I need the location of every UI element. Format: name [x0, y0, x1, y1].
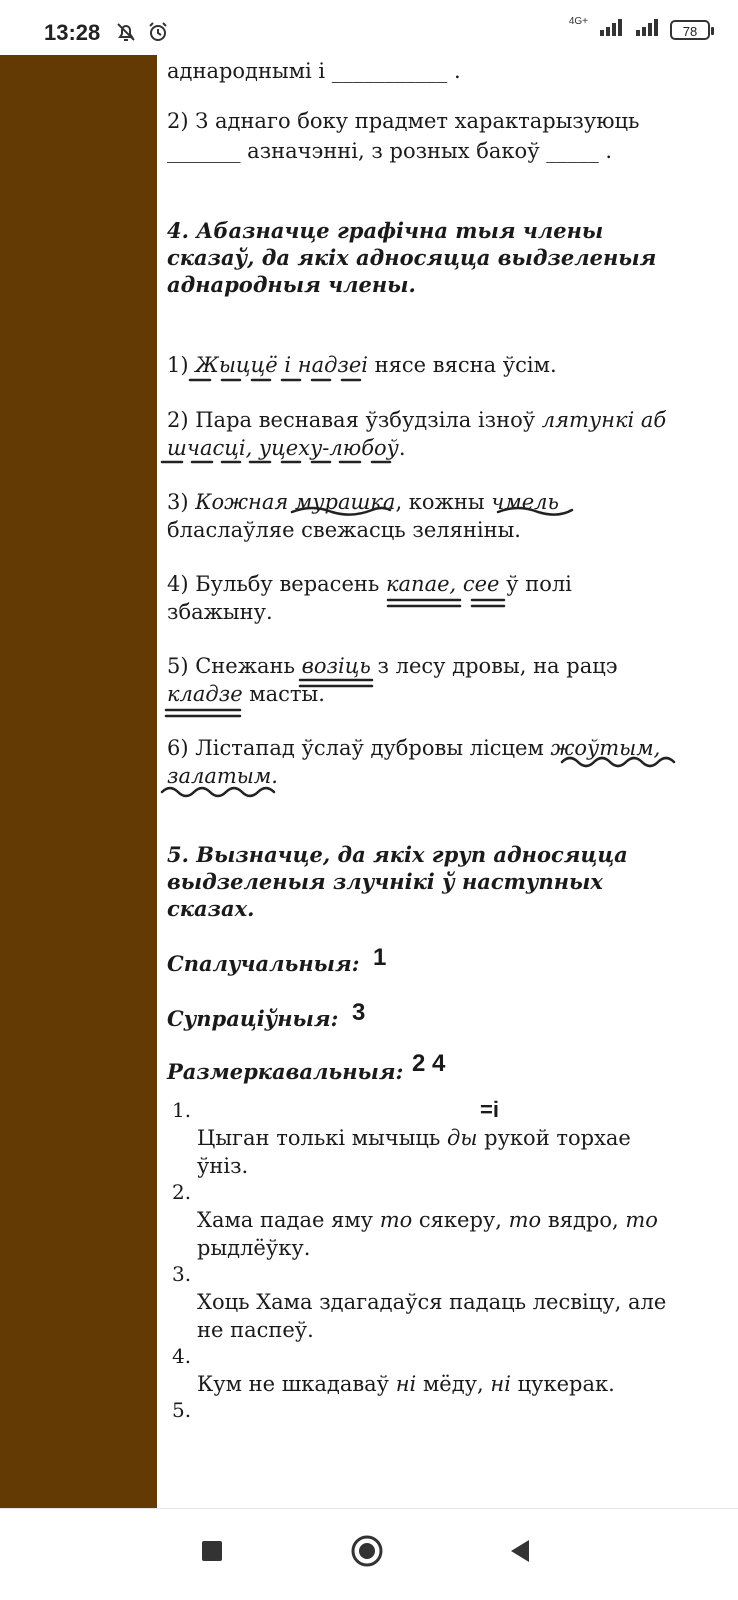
- sentence-number: 3): [167, 490, 196, 514]
- sentence-text: , кожны: [395, 490, 492, 514]
- sentence-3-line-1: [167, 488, 697, 516]
- recent-apps-button[interactable]: [190, 1529, 234, 1573]
- list-text: Цыган толькі мычыць: [197, 1126, 448, 1150]
- sentence-2-line-2: [167, 434, 697, 462]
- list-number: 5.: [172, 1398, 192, 1422]
- brown-sidebar: [0, 55, 157, 1508]
- sentence-text: 2) Пара веснавая ўзбудзіла ізноў: [167, 408, 542, 432]
- list-item: [197, 1206, 697, 1234]
- group-1-label: Спалучальныя:: [167, 951, 360, 976]
- back-triangle-icon: [507, 1538, 533, 1564]
- square-icon: [200, 1539, 224, 1563]
- list-number: 1.: [172, 1098, 192, 1122]
- sentence-5-line-1: [167, 652, 697, 680]
- highlighted-words: шчасці, уцеху-любоў: [167, 436, 399, 460]
- highlighted-words: Кожная мурашка: [195, 490, 396, 514]
- navigation-bar: [0, 1508, 738, 1600]
- status-bar: [0, 0, 738, 58]
- highlighted-words: Жыццё і надзеі: [195, 353, 368, 377]
- handwritten-note: =і: [480, 1097, 499, 1122]
- list-text: рукой торхае: [477, 1126, 631, 1150]
- list-item-line-2: не паспеў.: [197, 1318, 314, 1342]
- task-5-title-line-2: выдзеленыя злучнікі ў наступных: [167, 869, 603, 894]
- list-text: цукерак.: [510, 1372, 615, 1396]
- highlighted-words: залатым.: [167, 764, 278, 788]
- sentence-4-line-2: збажыну.: [167, 600, 273, 624]
- highlighted-words: жоўтым,: [550, 736, 661, 760]
- highlighted-words: чмель: [491, 490, 559, 514]
- conjunction: ды: [447, 1126, 478, 1150]
- sentence-4-line-1: [167, 570, 697, 598]
- sentence-text: 6) Лістапад ўслаў дубровы лісцем: [167, 736, 551, 760]
- home-circle-icon: [350, 1534, 384, 1568]
- sentence-3-line-2: бласлаўляе свежасць зеляніны.: [167, 518, 521, 542]
- list-text: Кум не шкадаваў: [197, 1372, 396, 1396]
- wifi-signal-icon: [634, 18, 660, 41]
- item-2-line-1: 2) З аднаго боку прадмет характарызуюць: [167, 109, 640, 133]
- home-button[interactable]: [345, 1529, 389, 1573]
- battery-icon: 78: [670, 20, 710, 40]
- task-5-title-line-1: 5. Вызначце, да якіх груп адносяцца: [167, 842, 628, 867]
- sentence-text: з лесу дровы, на рацэ: [370, 654, 618, 678]
- list-item: [197, 1124, 697, 1152]
- sentence-text: нясе вясна ўсім.: [368, 353, 557, 377]
- sentence-2-line-1: [167, 406, 697, 434]
- sentence-text: ў полі: [499, 572, 572, 596]
- item-2-line-2: _______ азначэнні, з розных бакоў _____ .: [167, 139, 613, 163]
- conjunction: то: [508, 1208, 542, 1232]
- list-item: [197, 1370, 697, 1398]
- task-4-title-line-2: сказаў, да якіх адносяцца выдзеленыя: [167, 245, 657, 270]
- sentence-text: масты.: [242, 682, 325, 706]
- sentence-text: 4) Бульбу верасень: [167, 572, 386, 596]
- group-3-label: Размеркавальныя:: [167, 1059, 404, 1084]
- sentence-5-line-2: [167, 680, 697, 708]
- handwritten-answer-3: 2 4: [412, 1050, 446, 1077]
- highlighted-words: возіць: [301, 654, 371, 678]
- handwritten-answer-2: 3: [352, 999, 366, 1026]
- list-text: вядро,: [541, 1208, 626, 1232]
- task-5-title-line-3: сказах.: [167, 896, 255, 921]
- back-button[interactable]: [498, 1529, 542, 1573]
- conjunction: то: [625, 1208, 658, 1232]
- highlighted-words: лятункі аб: [541, 408, 667, 432]
- highlighted-words: капае, сее: [385, 572, 500, 596]
- sentence-1: [167, 351, 697, 379]
- conjunction: ні: [490, 1372, 511, 1396]
- text-line: аднароднымі і ___________ .: [167, 59, 461, 83]
- sentence-6-line-2: [167, 762, 697, 790]
- list-number: 4.: [172, 1344, 192, 1368]
- sentence-6-line-1: [167, 734, 697, 762]
- status-icons-left: [114, 20, 170, 48]
- conjunction: то: [379, 1208, 413, 1232]
- handwritten-answer-1: 1: [373, 944, 387, 971]
- task-4-title-line-3: аднародныя члены.: [167, 272, 416, 297]
- list-item: Хоць Хама здагадаўся падаць лесвіцу, але: [197, 1290, 667, 1314]
- signal-icon: [598, 18, 624, 41]
- list-item-line-2: ўніз.: [197, 1154, 249, 1178]
- alarm-icon: [146, 20, 170, 48]
- list-number: 2.: [172, 1180, 192, 1204]
- list-text: мёду,: [416, 1372, 491, 1396]
- list-text: сякеру,: [412, 1208, 509, 1232]
- list-number: 3.: [172, 1262, 192, 1286]
- sentence-text: 5) Снежань: [167, 654, 302, 678]
- sentence-number: 1): [167, 353, 196, 377]
- group-2-label: Супраціўныя:: [167, 1006, 339, 1031]
- list-text: Хама падае яму: [197, 1208, 380, 1232]
- sentence-text: .: [398, 436, 406, 460]
- status-time: 13:28: [44, 20, 101, 45]
- network-type: 4G+: [568, 16, 588, 27]
- list-item-line-2: рыдлёўку.: [197, 1236, 311, 1260]
- highlighted-words: кладзе: [167, 682, 243, 706]
- conjunction: ні: [395, 1372, 417, 1396]
- bell-off-icon: [114, 20, 138, 48]
- status-icons-right: [569, 18, 710, 41]
- task-4-title-line-1: 4. Абазначце графічна тыя члены: [167, 218, 604, 243]
